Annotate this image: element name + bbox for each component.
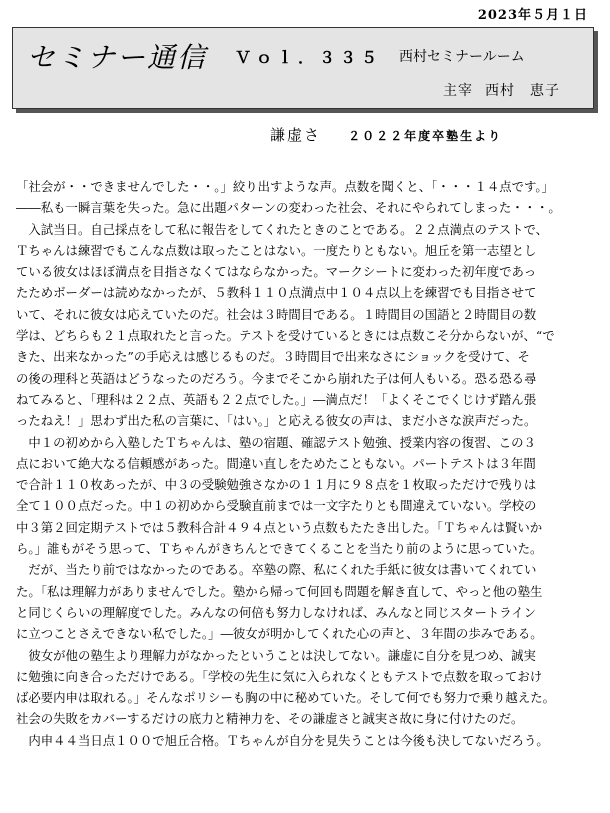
volume-number: Ｖｏｌ．３３５ [235,48,383,67]
newsletter-title: セミナー通信 [27,41,208,74]
body-line: ば必要内申は取れる。」そんなポリシーも胸の中に秘めていた。そして何でも努力で乗り越えた。 [16,690,555,706]
director-credit [443,80,572,100]
body-line: に立つことさえできない私でした。」―彼女が明かしてくれた心の声と、３年間の歩みである。 [16,626,543,642]
organization-name: 西村セミナールーム [399,49,525,65]
body-line: ら。」誰もがそう思って、Ｔちゃんがきちんとできてくることを当たり前のように思っていた。 [16,541,543,557]
body-line: と同じくらいの理解度でした。みんなの何倍も努力しなければ、みんなと同じスタートライン [16,604,537,620]
body-line: 社会の失敗をカバーするだけの底力と精神力を、その謙虚さと誠実さ故に身に付けたのだ。 [16,711,524,727]
body-line: ねてみると、「理科は２２点、英語も２２点でした。」―満点だ！「よくそこでくじけず踏ん張 [16,391,537,407]
director-role: 主宰 [443,83,473,99]
article-title: 謙虚さ [270,126,322,144]
body-line: 中１の初めから入塾したＴちゃんは、塾の宿題、確認テスト勉強、授業内容の復習、この３ [16,434,536,450]
body-line: 入試当日。自己採点をして私に報告をしてくれたときのことである。２２点満点のテストで、 [16,221,549,237]
article-heading [270,124,502,145]
body-line: 学は、どちらも２１点取れたと言った。テストを受けているときには点数こそ分からないが、“で [16,328,555,344]
body-line: ったねえ！」思わず出た私の言葉に、「はい。」と応える彼女の声は、まだ小さな涙声だった。 [16,413,537,429]
body-line: たためボーダーは読めなかったが、５教科１１０点満点中１０４点以上を練習でも目指させて [16,285,537,301]
article-body [16,176,594,751]
body-line: 内申４４当日点１００で旭丘合格。Ｔちゃんが自分を見失うことは今後も決してないだろう。 [16,732,549,748]
body-line: 中３第２回定期テストでは５教科合計４９４点という点数もたたき出した。「Ｔちゃんは賢いか [16,519,543,535]
body-line: だが、当たり前ではなかったのである。卒塾の際、私にくれた手紙に彼女は書いてくれてい [16,562,537,578]
body-line: に勉強に向き合っただけである。「学校の先生に気に入られなくともテストで点数を取っておけ [16,668,543,684]
body-line: きた、出来なかった”の手応えは感じるものだ。３時間目で出来なさにショックを受けて、そ [16,349,530,365]
article-subtitle: ２０２２年度卒塾生より [348,129,503,143]
body-line: Ｔちゃんは練習でもこんな点数は取ったことはない。一度たりともない。旭丘を第一志望とし [16,242,537,258]
body-line: た。「私は理解力がありませんでした。塾から帰って何回も問題を解き直して、やっと他の塾生 [16,583,543,599]
body-line: いて、それに彼女は応えていたのだ。社会は３時間目である。１時間目の国語と２時間目の数 [16,306,537,322]
body-line: ――私も一瞬言葉を失った。急に出題パターンの変わった社会、それにやられてしまった・・・。 [16,200,561,216]
body-line: 全て１００点だった。中１の初めから受験直前までは一文字たりとも間違えていない。学校の [16,498,537,514]
director-name: 西村 恵子 [485,83,560,99]
body-line: 点において絶大なる信頼感があった。間違い直しをためたこともない。パートテストは３年間 [16,455,536,471]
body-line: 彼女が他の塾生より理解力がなかったということは決してない。謙虚に自分を見つめ、誠実 [16,647,536,663]
newsletter-header [12,27,594,109]
body-line: の後の理科と英語はどうなったのだろう。今までそこから崩れた子は何人もいる。恐る恐る尋 [16,370,537,386]
body-line: 「社会が・・できませんでした・・。」絞り出すような声。点数を聞くと、「・・・１４点です。」 [16,179,554,194]
issue-date: 2023年５月１日 [477,8,588,23]
body-line: ている彼女はほぼ満点を目指さなくてはならなかった。マークシートに変わった初年度であっ [16,264,537,280]
body-line: で合計１１０枚あったが、中３の受験勉強さなかの１１月に９８点を１枚取っただけで残りは [16,477,537,493]
